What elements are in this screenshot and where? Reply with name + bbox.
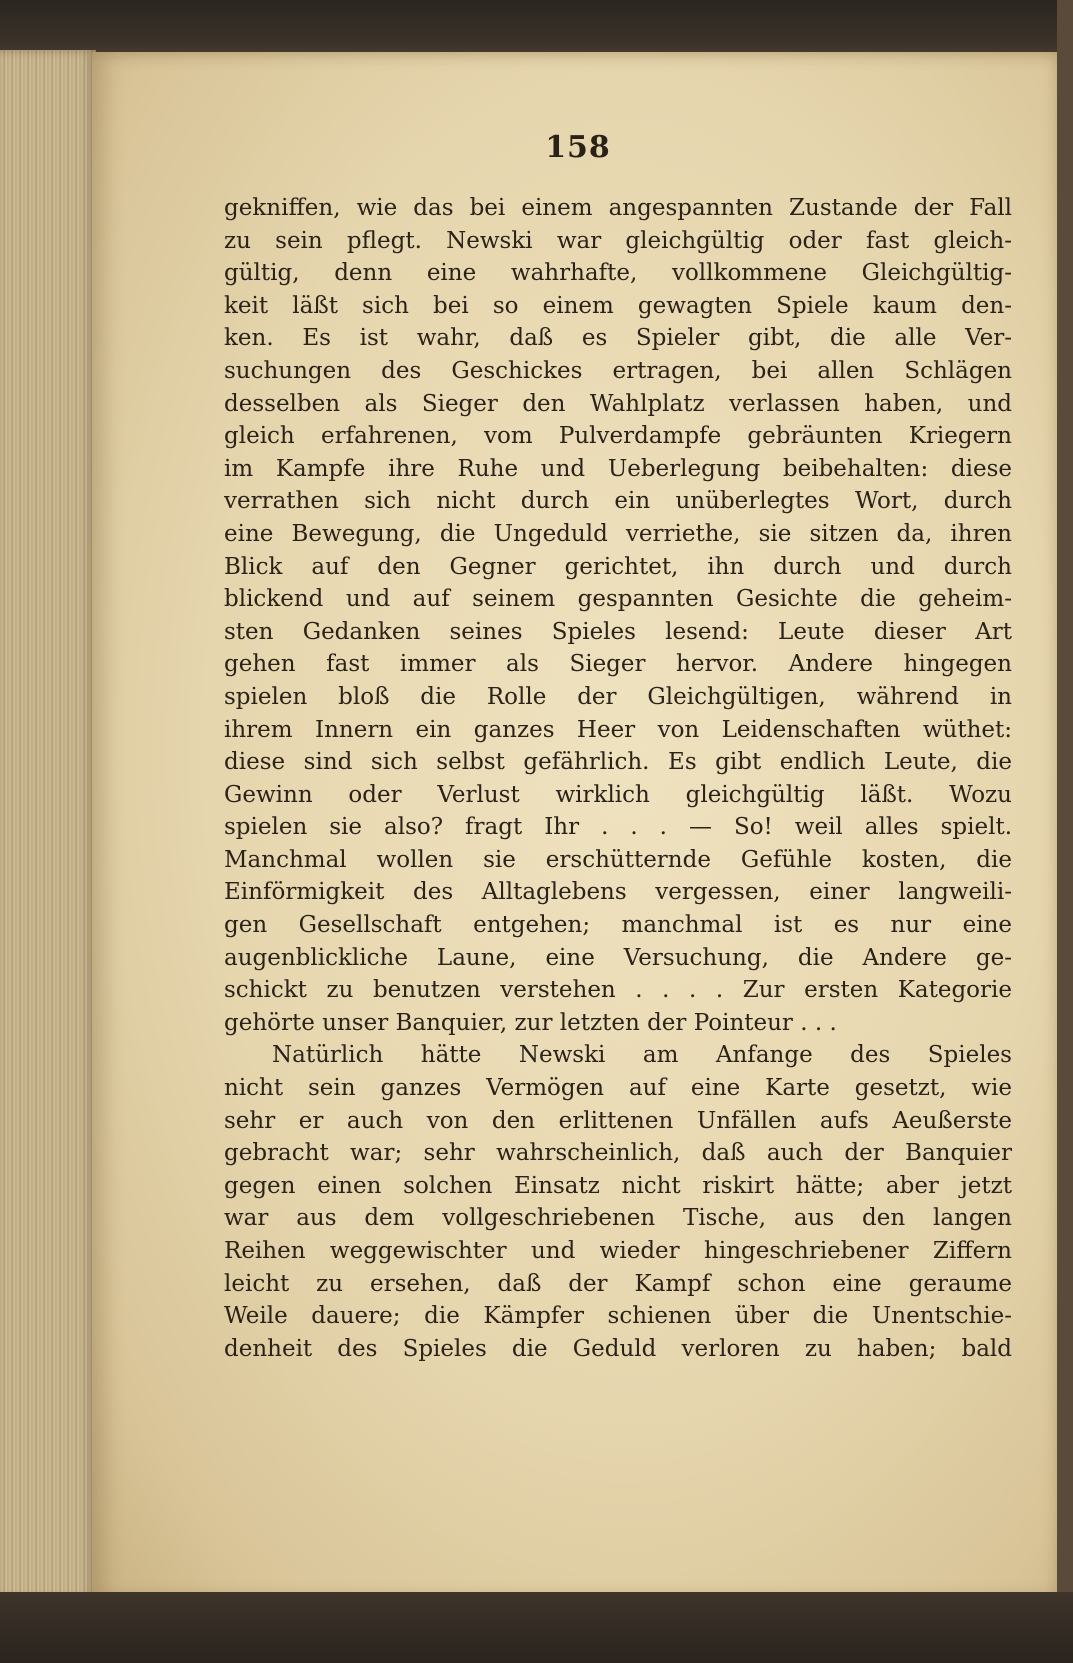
text-line: nicht sein ganzes Vermögen auf eine Karte gesetzt, wie xyxy=(224,1075,1012,1102)
book-cover-bottom xyxy=(0,1592,1073,1663)
text-line: blickend und auf seinem gespannten Gesichte die geheim- xyxy=(224,586,1012,613)
text-line: Blick auf den Gegner gerichtet, ihn durch und durch xyxy=(224,553,1012,580)
text-line: gehen fast immer als Sieger hervor. Andere hingegen xyxy=(224,651,1012,678)
text-line: Weile dauere; die Kämpfer schienen über die Unentschie- xyxy=(224,1303,1012,1330)
body-text xyxy=(224,192,1012,1365)
page-number: 158 xyxy=(545,130,611,165)
text-line: desselben als Sieger den Wahlplatz verlassen haben, und xyxy=(224,390,1012,417)
text-line: Reihen weggewischter und wieder hingeschriebener Ziffern xyxy=(224,1238,1012,1264)
text-line: spielen bloß die Rolle der Gleichgültigen, während in xyxy=(224,683,1012,710)
book-cover-right xyxy=(1057,0,1073,1663)
text-line: augenblickliche Laune, eine Versuchung, die Andere ge- xyxy=(224,944,1012,971)
text-line: gegen einen solchen Einsatz nicht riskirt hätte; aber jetzt xyxy=(224,1172,1012,1199)
text-line: Einförmigkeit des Alltaglebens vergessen, einer langweili- xyxy=(224,879,1012,906)
text-line: Gewinn oder Verlust wirklich gleichgültig läßt. Wozu xyxy=(224,781,1012,808)
text-line: schickt zu benutzen verstehen . . . . Zur ersten Kategorie xyxy=(224,977,1012,1004)
text-line: Natürlich hätte Newski am Anfange des Spieles xyxy=(272,1042,1012,1069)
book-cover-top xyxy=(0,0,1073,58)
text-line: gültig, denn eine wahrhafte, vollkommene Gleichgültig- xyxy=(224,260,1012,287)
text-line: gen Gesellschaft entgehen; manchmal ist es nur eine xyxy=(224,912,1012,939)
text-line: denheit des Spieles die Geduld verloren zu haben; bald xyxy=(224,1335,1012,1362)
text-line: gleich erfahrenen, vom Pulverdampfe gebräunten Kriegern xyxy=(224,423,1012,450)
text-line: diese sind sich selbst gefährlich. Es gibt endlich Leute, die xyxy=(224,749,1012,776)
text-line: ihrem Innern ein ganzes Heer von Leidenschaften wüthet: xyxy=(224,716,1012,743)
text-line: zu sein pflegt. Newski war gleichgültig oder fast gleich- xyxy=(224,227,1012,254)
text-line: Manchmal wollen sie erschütternde Gefühle kosten, die xyxy=(224,846,1012,873)
text-line: im Kampfe ihre Ruhe und Ueberlegung beibehalten: diese xyxy=(224,455,1012,482)
text-line: verrathen sich nicht durch ein unüberlegtes Wort, durch xyxy=(224,488,1012,515)
text-line: keit läßt sich bei so einem gewagten Spiele kaum den- xyxy=(224,292,1012,319)
text-line: spielen sie also? fragt Ihr . . . — So! weil alles spielt. xyxy=(224,814,1012,841)
text-line: suchungen des Geschickes ertragen, bei allen Schlägen xyxy=(224,357,1012,384)
text-line: gekniffen, wie das bei einem angespannten Zustande der Fall xyxy=(224,195,1012,221)
text-line: sehr er auch von den erlittenen Unfällen aufs Aeußerste xyxy=(224,1107,1012,1134)
text-line: sten Gedanken seines Spieles lesend: Leute dieser Art xyxy=(224,618,1012,645)
text-line: leicht zu ersehen, daß der Kampf schon eine geraume xyxy=(224,1270,1012,1297)
page-edges xyxy=(0,50,96,1600)
text-line: eine Bewegung, die Ungeduld verriethe, sie sitzen da, ihren xyxy=(224,520,1012,547)
book-page xyxy=(92,52,1064,1600)
text-line: ken. Es ist wahr, daß es Spieler gibt, die alle Ver- xyxy=(224,325,1012,352)
text-line: war aus dem vollgeschriebenen Tische, aus den langen xyxy=(224,1205,1012,1232)
text-line: gebracht war; sehr wahrscheinlich, daß auch der Banquier xyxy=(224,1140,1012,1167)
text-line: gehörte unser Banquier, zur letzten der Pointeur . . . xyxy=(224,1009,837,1036)
